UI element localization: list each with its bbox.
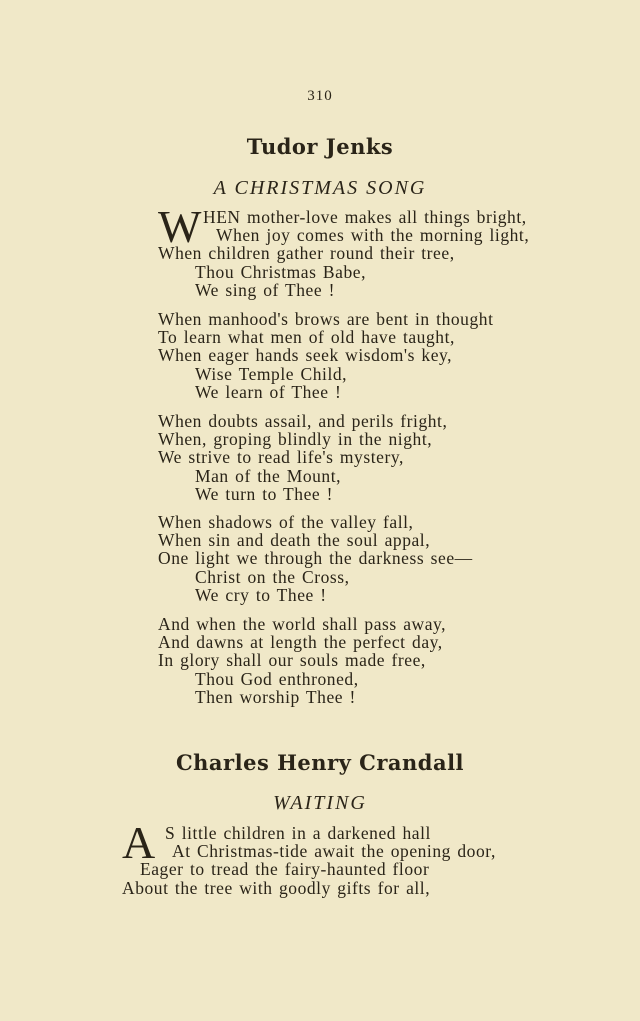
stanza (158, 201, 530, 300)
page-number: 310 (307, 88, 333, 104)
poem-line: When shadows of the valley fall, (158, 512, 414, 532)
poem-line: Christ on the Cross, (195, 566, 350, 587)
author-heading: Tudor Jenks (246, 134, 394, 159)
poem-line: Then worship Thee ! (195, 686, 356, 707)
poem-line: Man of the Mount, (195, 465, 342, 486)
poem-line: About the tree with goodly gifts for all, (122, 877, 431, 898)
poem-line: In glory shall our souls made free, (158, 650, 426, 671)
poem-line: To learn what men of old have taught, (158, 327, 455, 348)
stanza (158, 513, 473, 604)
poem-line: Thou God enthroned, (195, 668, 359, 689)
poem-line: Thou Christmas Babe, (195, 261, 366, 282)
poem-line: When children gather round their tree, (158, 243, 455, 264)
poem-line: When doubts assail, and perils fright, (158, 411, 448, 431)
poem-line: We learn of Thee ! (195, 381, 342, 402)
poem-line: When eager hands seek wisdom's key, (158, 345, 453, 366)
drop-cap: W (158, 201, 202, 252)
poem-line: One light we through the darkness see— (158, 548, 473, 569)
poem-line: We cry to Thee ! (195, 584, 327, 605)
poem-line: We sing of Thee ! (195, 279, 335, 300)
poem-line: Eager to tread the fairy-haunted floor (140, 859, 430, 880)
poem-line: When manhood's brows are bent in thought (158, 309, 494, 329)
stanza (122, 817, 496, 898)
poem-line: When, groping blindly in the night, (158, 429, 433, 450)
line-text: S little children in a darkened hall (165, 823, 431, 843)
author-heading: Charles Henry Crandall (175, 750, 465, 775)
poem-title: WAITING (273, 792, 367, 814)
poem-line: And when the world shall pass away, (158, 614, 447, 634)
poem-line: When sin and death the soul appal, (158, 530, 431, 551)
poem-line: When joy comes with the morning light, (216, 225, 530, 246)
poem-line: At Christmas-tide await the opening door, (172, 841, 496, 862)
poem-line: And dawns at length the perfect day, (158, 632, 443, 653)
stanza (158, 412, 447, 503)
poem-line: Wise Temple Child, (195, 363, 348, 384)
stanza (158, 615, 446, 706)
stanza (158, 310, 493, 401)
line-text: HEN mother-love makes all things bright, (203, 207, 527, 227)
poem-title: A CHRISTMAS SONG (213, 177, 427, 199)
poem-line: We turn to Thee ! (195, 483, 334, 504)
drop-cap: A (122, 817, 156, 868)
poem-line: We strive to read life's mystery, (158, 447, 404, 468)
